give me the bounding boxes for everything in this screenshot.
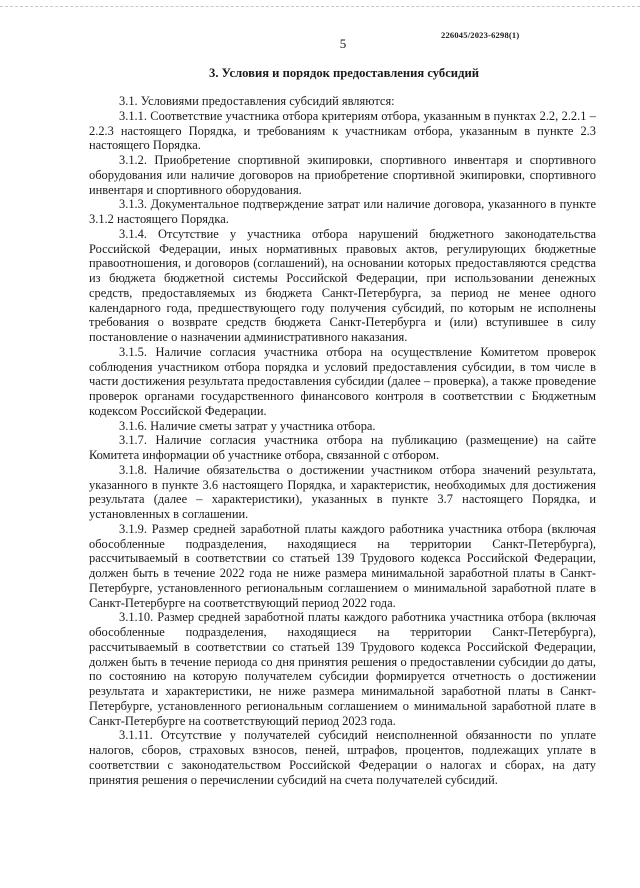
paragraph-3-1-4: 3.1.4. Отсутствие у участника отбора нарушений бюджетного законодательства Российской Федерации, иных нормативных правовых актов, регулирующих бюджетные правоотношения, и договоров (соглашений), на основании которых предоставляются средства из бюджета бюджетной системы Российской Федерации, при использовании денежных средств, предоставляемых из бюджета Санкт-Петербурга, за период не менее одного календарного года, предшествующего году получения субсидий, по которым не исполнены требования о возврате средств бюджета Санкт-Петербурга и (или) вступившее в силу постановление о назначении административного наказания. (89, 226, 596, 344)
paragraph-3-1-5: 3.1.5. Наличие согласия участника отбора на осуществление Комитетом проверок соблюдения участником отбора порядка и условий предоставления субсидии, в том числе в части достижения результата предоставления субсидии (далее – проверка), а также проведение проверок органами государственного финансового контроля в соответствии с Бюджетным кодексом Российской Федерации. (89, 344, 596, 418)
paragraph-3-1-10: 3.1.10. Размер средней заработной платы каждого работника участника отбора (включая обособленные подразделения, находящиеся на территории Санкт-Петербурга), рассчитываемый в соответствии со статьей 139 Трудового кодекса Российской Федерации, должен быть в течение периода со дня принятия решения о предоставлении субсидии до даты, по состоянию на которую получателем субсидии формируется отчетность о достижении результата и характеристики, не ниже размера минимальной заработной платы в Санкт-Петербурге, установленного региональным соглашением о минимальной заработной плате в Санкт-Петербурге на соответствующий период 2023 года. (89, 610, 596, 728)
paragraph-3-1-6: 3.1.6. Наличие сметы затрат у участника отбора. (119, 418, 376, 433)
paragraph-3-1-9: 3.1.9. Размер средней заработной платы каждого работника участника отбора (включая обособленные подразделения, находящиеся на территории Санкт-Петербурга), рассчитываемый в соответствии со статьей 139 Трудового кодекса Российской Федерации, должен быть в течение 2022 года не ниже размера минимальной заработной платы в Санкт-Петербурге, установленного региональным соглашением о минимальной заработной плате в Санкт-Петербурге на соответствующий период 2022 года. (89, 521, 596, 610)
document-number: 226045/2023-6298(1) (441, 30, 520, 40)
paragraph-3-1-11: 3.1.11. Отсутствие у получателей субсидий неисполненной обязанности по уплате налогов, сборов, страховых взносов, пеней, штрафов, процентов, подлежащих уплате в соответствии с законодательством Российской Федерации о налогах и сборах, на дату принятия решения о перечислении субсидий на счета получателей субсидий. (89, 728, 596, 787)
scan-top-edge (0, 6, 640, 7)
document-body (89, 94, 596, 787)
paragraph-3-1: 3.1. Условиями предоставления субсидий являются: (119, 94, 395, 108)
paragraph-3-1-8: 3.1.8. Наличие обязательства о достижении участником отбора значений результата, указанного в пункте 3.6 настоящего Порядка, и характеристик, необходимых для достижения результата (далее – характеристики), указанных в пункте 3.7 настоящего Порядка, и установленных в соглашении. (89, 462, 596, 521)
paragraph-3-1-3: 3.1.3. Документальное подтверждение затрат или наличие договора, указанного в пункте 3.1.2 настоящего Порядка. (89, 197, 596, 226)
paragraph-3-1-7: 3.1.7. Наличие согласия участника отбора на публикацию (размещение) на сайте Комитета информации об участнике отбора, связанной с отбором. (89, 433, 596, 462)
paragraph-3-1-1: 3.1.1. Соответствие участника отбора критериям отбора, указанным в пунктах 2.2, 2.2.1 – 2.2.3 настоящего Порядка, и требованиям к участникам отбора, указанным в пункте 2.3 настоящего Порядка. (89, 108, 596, 153)
section-title: 3. Условия и порядок предоставления субсидий (209, 66, 479, 80)
page-number: 5 (339, 36, 347, 51)
paragraph-3-1-2: 3.1.2. Приобретение спортивной экипировки, спортивного инвентаря и спортивного оборудования или наличие договоров на приобретение спортивной экипировки, спортивного инвентаря и спортивного оборудования. (89, 153, 596, 197)
